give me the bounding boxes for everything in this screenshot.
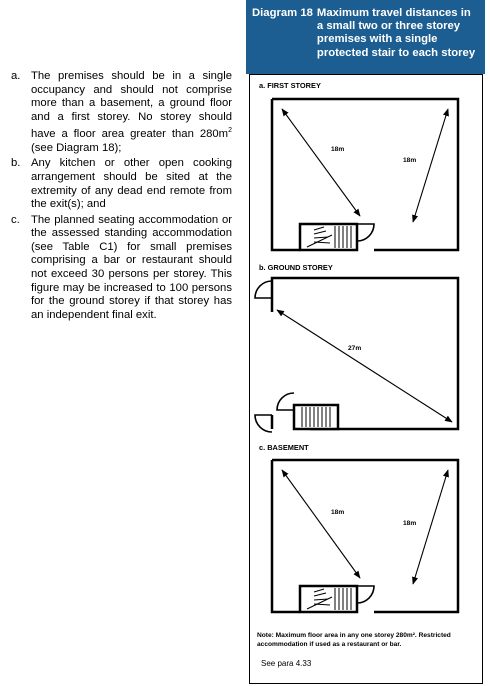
first-storey-plan [272, 99, 458, 250]
diagram-panel [249, 74, 483, 684]
diagram-title: Maximum travel distances in a small two or three storey premises with a single protected stair to each storey [316, 7, 476, 59]
requirement-text: The planned seating accommodation or the assessed standing accommodation (see Table C1) for small premises comprising a bar or restaurant should not exceed 30 persons per storey. This figure may be increased to 100 persons for the ground storey if that storey has an independent final exit. [31, 213, 232, 321]
distance-label: 18m [403, 520, 417, 527]
diagram-header [246, 0, 485, 74]
distance-label: 27m [348, 345, 362, 352]
see-para-reference: See para 4.33 [261, 659, 312, 668]
panel-label-ground-storey: b. GROUND STOREY [259, 263, 333, 272]
floor-plans-drawing [250, 75, 484, 685]
requirement-item-a [10, 70, 232, 155]
requirement-text-after: (see Diagram 18); [31, 141, 122, 154]
requirement-item-b [10, 157, 232, 211]
panel-label-basement: c. BASEMENT [259, 443, 309, 452]
basement-plan [272, 460, 458, 612]
requirement-text: The premises should be in a single occupancy and should not comprise more than a basement, a ground floor and a first storey. No storey should have a floor area greater than 280m [31, 70, 232, 141]
requirements-text [10, 70, 232, 324]
requirements-list [10, 70, 232, 322]
distance-label: 18m [331, 146, 345, 153]
diagram-note: Note: Maximum floor area in any one storey 280m². Restricted accommodation if used as a restaurant or bar. [257, 632, 451, 648]
superscript: 2 [228, 127, 232, 135]
requirement-text: Any kitchen or other open cooking arrangement should be sited at the extremity of any dead end remote from the exit(s); and [31, 157, 232, 211]
list-marker: b. [11, 157, 21, 170]
ground-storey-plan [255, 278, 458, 432]
panel-label-first-storey: a. FIRST STOREY [259, 81, 321, 90]
distance-label: 18m [403, 157, 417, 164]
diagram-number: Diagram 18 [252, 7, 313, 19]
list-marker: c. [11, 213, 20, 226]
distance-label: 18m [331, 509, 345, 516]
list-marker: a. [11, 70, 21, 82]
requirement-item-c [10, 214, 232, 323]
